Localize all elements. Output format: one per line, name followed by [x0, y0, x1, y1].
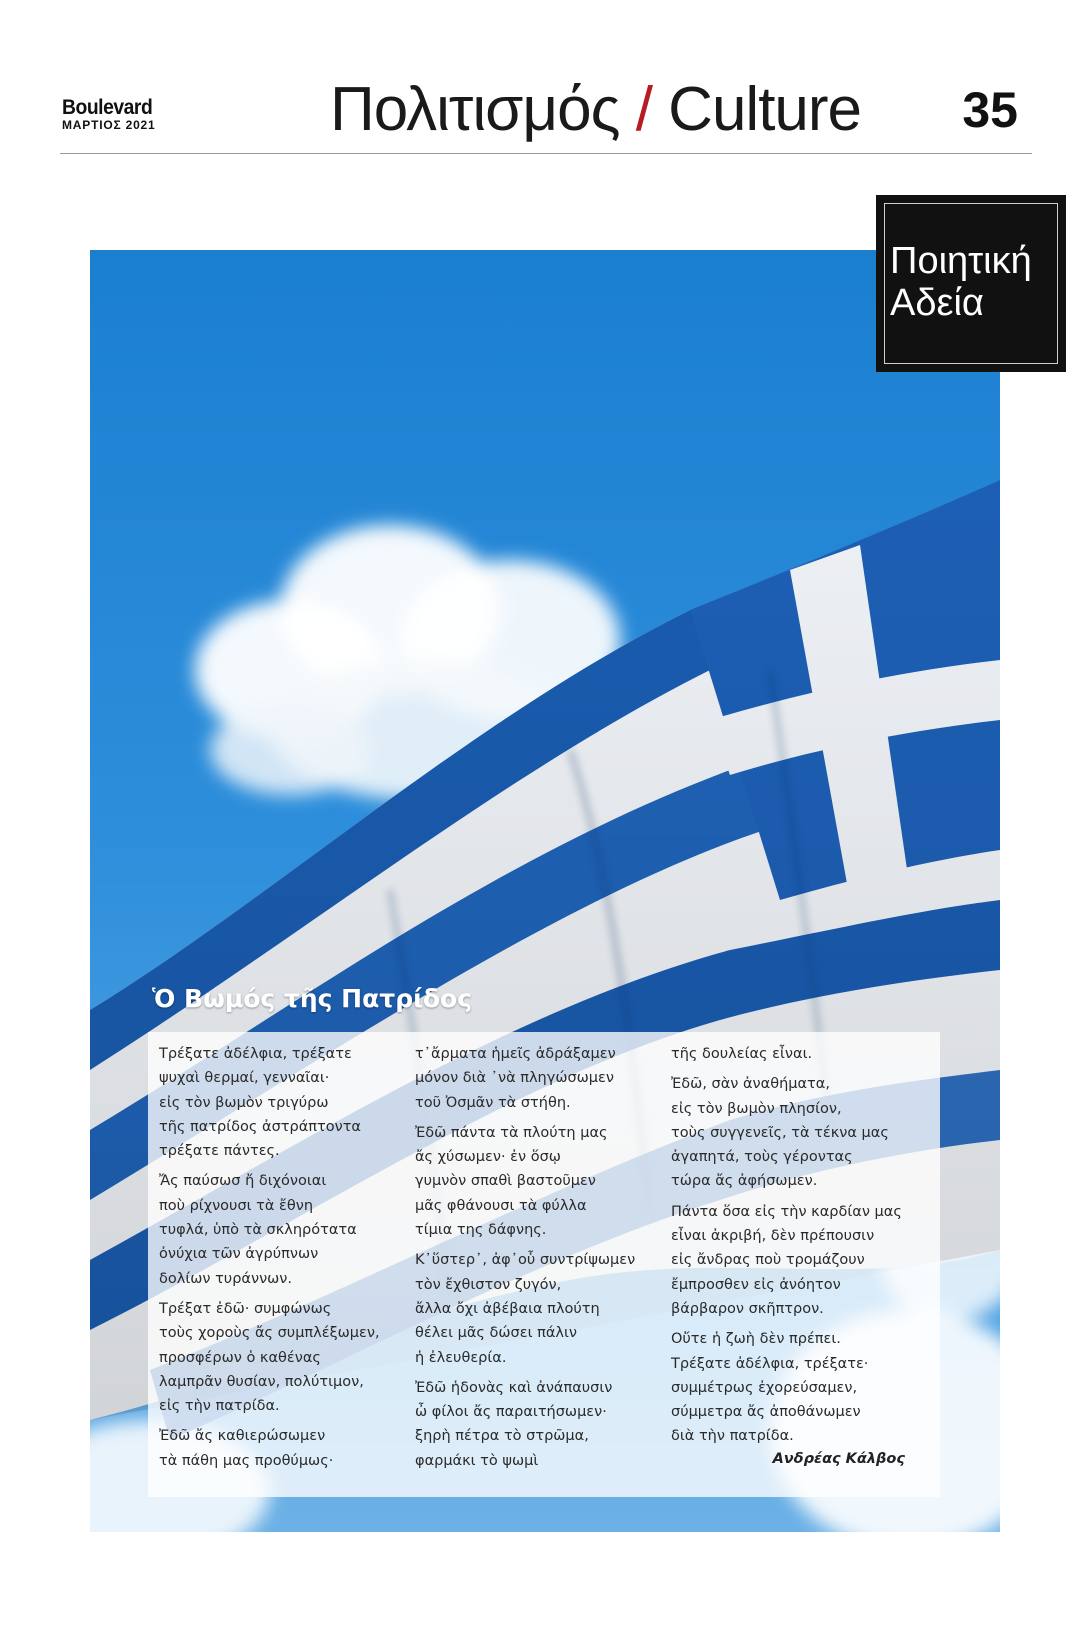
stanza — [159, 1297, 399, 1418]
poem-line: εἶναι ἀκριβή, δὲν πρέπουσιν — [671, 1228, 875, 1245]
poem-line: εἰς τὸν βωμὸν τριγύρω — [159, 1094, 329, 1111]
poem-line: Ἐδῶ ἡδονὰς καὶ ἀνάπαυσιν — [415, 1379, 613, 1396]
poem-line: τυφλά, ὑπὸ τὰ σκληρότατα — [159, 1222, 357, 1239]
poem-line: τὸν ἔχθιστον ζυγόν, — [415, 1276, 562, 1293]
poem-line: τίμια της δάφνης. — [415, 1222, 547, 1239]
poem-line: Τρέξατε ἀδέλφια, τρέξατε — [159, 1046, 352, 1062]
badge-line-2: Αδεία — [890, 282, 984, 324]
poem-line: τῆς πατρίδος ἀστράπτοντα — [159, 1118, 361, 1135]
stanza — [415, 1248, 655, 1369]
stanza — [671, 1072, 911, 1193]
brand-logo — [62, 98, 160, 132]
poem-line: δολίων τυράννων. — [159, 1270, 293, 1287]
stanza — [415, 1121, 655, 1242]
poem-line: ὦ φίλοι ἄς παραιτήσωμεν· — [415, 1404, 607, 1421]
stanza — [415, 1042, 655, 1115]
poem-author: Ανδρέας Κάλβος — [772, 1451, 905, 1467]
poem-line: Ἐδῶ, σὰν ἀναθήματα, — [671, 1076, 830, 1093]
poetic-license-badge — [876, 195, 1066, 372]
section-title — [330, 70, 862, 150]
poem-line: τῆς δουλείας εἶναι. — [671, 1046, 813, 1062]
poem-line: ξηρὴ πέτρα τὸ στρῶμα, — [415, 1428, 589, 1445]
poem-line: Ἄς παύσωσ ἤ διχόνοιαι — [159, 1173, 327, 1190]
page-number: 35 — [962, 82, 1018, 138]
poem-line: συμμέτρως ἐχορεύσαμεν, — [671, 1379, 858, 1396]
poem-line: λαμπρᾶν θυσίαν, πολύτιμον, — [159, 1373, 364, 1390]
poem-line: ἀγαπητά, τοὺς γέροντας — [671, 1149, 853, 1166]
poem-line: ἡ ἐλευθερία. — [415, 1349, 507, 1366]
poem-line: ἔμπροσθεν εἰς ἀνόητον — [671, 1276, 841, 1293]
section-title-greek: Πολιτισμός — [330, 75, 620, 144]
poem-line: Τρέξατε ἀδέλφια, τρέξατε· — [671, 1355, 869, 1372]
poem-line: εἰς τὸν βωμὸν πλησίον, — [671, 1100, 842, 1117]
poem-line: προσφέρων ὁ καθένας — [159, 1349, 321, 1366]
poem-line: Ἐδῶ πάντα τὰ πλούτη μας — [415, 1124, 608, 1141]
poem-line: διὰ τὴν πατρίδα. — [671, 1428, 794, 1445]
stanza — [159, 1042, 399, 1163]
brand-name: Boulevard — [62, 96, 153, 119]
poem-line: ποὺ ρίχνουσι τὰ ἔθνη — [159, 1197, 314, 1214]
stanza — [671, 1327, 911, 1448]
poem-line: τοῦ Ὀσμᾶν τὰ στήθη. — [415, 1094, 571, 1111]
poem-line: εἰς τὴν πατρίδα. — [159, 1398, 280, 1415]
poem-line: τρέξατε πάντες. — [159, 1143, 280, 1160]
stanza — [159, 1169, 399, 1290]
poem-line: τοὺς χοροὺς ἄς συμπλέξωμεν, — [159, 1325, 380, 1342]
poem-line: φαρμάκι τὸ ψωμὶ — [415, 1452, 539, 1469]
poem-line: τ᾽ἄρματα ἡμεῖς ἀδράξαμεν — [415, 1046, 616, 1062]
section-title-english: Culture — [668, 75, 862, 144]
poem-line: γυμνὸν σπαθὶ βαστοῦμεν — [415, 1173, 596, 1190]
poem-line: μόνον διὰ ᾽νὰ πληγώσωμεν — [415, 1070, 614, 1087]
poem-line: Τρέξατ ἐδῶ· συμφώνως — [159, 1300, 332, 1317]
poem-line: σύμμετρα ἄς ἀποθάνωμεν — [671, 1404, 861, 1421]
poem-line: ψυχαὶ θερμαί, γενναῖαι· — [159, 1070, 330, 1087]
issue-date: ΜΑΡΤΙΟΣ 2021 — [62, 118, 156, 132]
poem-line: θέλει μᾶς δώσει πάλιν — [415, 1325, 577, 1342]
header-divider — [60, 153, 1032, 154]
poem-column-3 — [671, 1042, 911, 1455]
poem-line: ἄς χύσωμεν· ἐν ὅσῳ — [415, 1149, 561, 1166]
stanza — [671, 1200, 911, 1321]
poem-line: ἄλλα ὄχι ἀβέβαια πλούτη — [415, 1300, 600, 1317]
poem-title: Ὁ Βωμός τῆς Πατρίδος — [152, 984, 473, 1013]
poem-line: τὰ πάθη μας προθύμως· — [159, 1452, 334, 1469]
poem-line: βάρβαρον σκῆπτρον. — [671, 1300, 824, 1317]
stanza — [159, 1424, 399, 1473]
poem-line: τοὺς συγγενεῖς, τὰ τέκνα μας — [671, 1124, 889, 1141]
stanza — [671, 1042, 911, 1066]
poem-line: ὀνύχια τῶν ἀγρύπνων — [159, 1246, 319, 1263]
poem-line: εἰς ἄνδρας ποὺ τρομάζουν — [671, 1252, 865, 1269]
poem-line: Πάντα ὅσα εἰς τὴν καρδίαν μας — [671, 1203, 902, 1220]
poem-column-2 — [415, 1042, 655, 1479]
stanza — [415, 1376, 655, 1473]
poem-line: Ἐδῶ ἄς καθιερώσωμεν — [159, 1428, 326, 1445]
poem-line: μᾶς φθάνουσι τὰ φύλλα — [415, 1197, 587, 1214]
poem-line: τώρα ἄς ἀφήσωμεν. — [671, 1173, 818, 1190]
badge-line-1: Ποιητική — [890, 240, 1032, 282]
poem-line: Κ᾽ὕστερ᾽, ἀφ᾽οὗ συντρίψωμεν — [415, 1252, 636, 1269]
section-separator: / — [635, 75, 652, 144]
poem-line: Οὔτε ἡ ζωὴ δὲν πρέπει. — [671, 1331, 841, 1348]
poem-column-1 — [159, 1042, 399, 1479]
